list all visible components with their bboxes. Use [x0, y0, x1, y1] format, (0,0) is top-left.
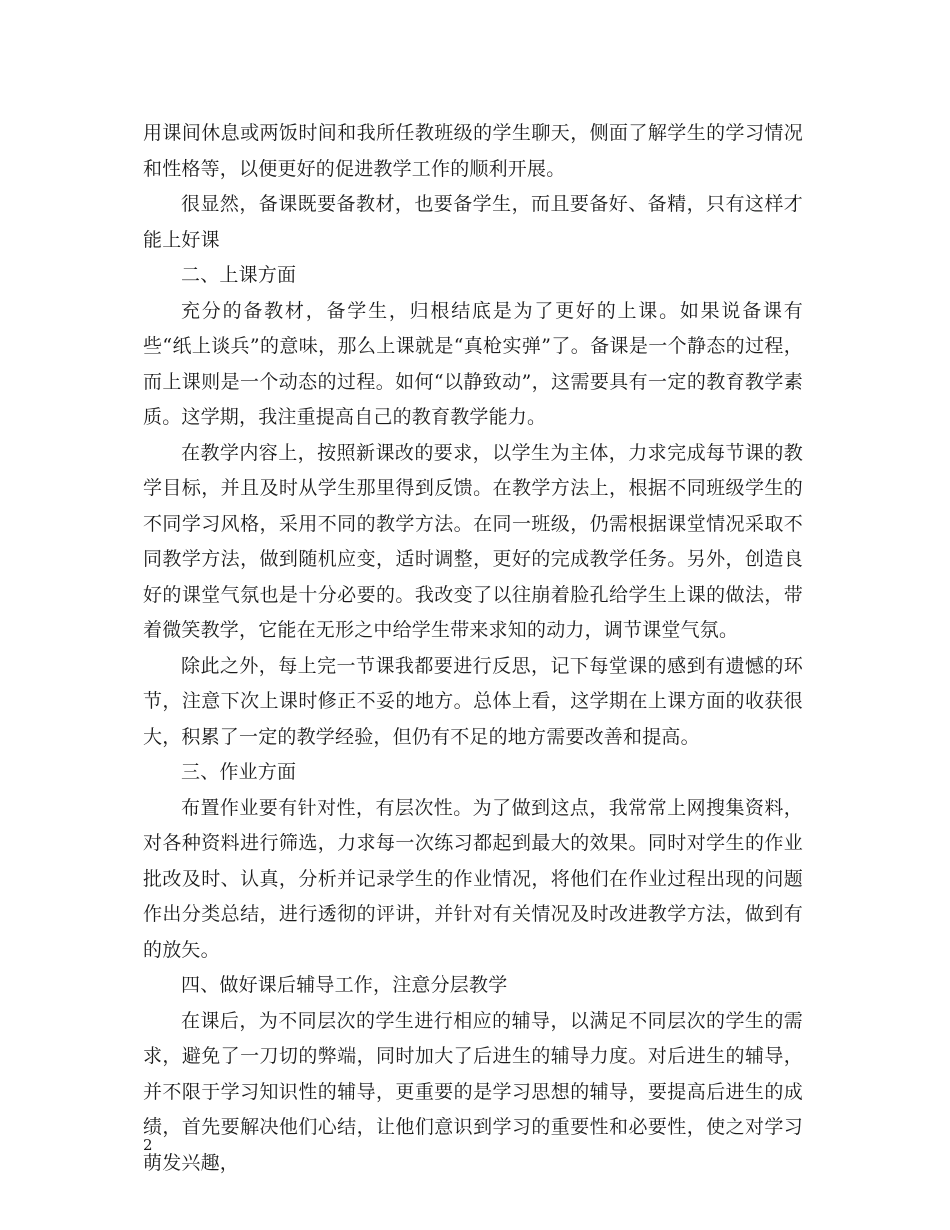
paragraph-6: 布置作业要有针对性，有层次性。为了做到这点，我常常上网搜集资料，对各种资料进行筛选，力求每一次练习都起到最大的效果。同时对学生的作业批改及时、认真，分析并记录学生的作业情况，将他们在作业过程出现的问题作出分类总结，进行透彻的评讲，并针对有关情况及时改进教学方法，做到有的放矢。	[143, 796, 803, 961]
paragraph-2: 很显然，备课既要备教材，也要备学生，而且要备好、备精，只有这样才能上好课	[143, 193, 803, 251]
paragraph-1: 用课间休息或两饭时间和我所任教班级的学生聊天，侧面了解学生的学习情况和性格等，以便更好的促进教学工作的顺利开展。	[143, 122, 803, 180]
page-number: 2	[143, 1136, 153, 1154]
section-heading-tutoring: 四、做好课后辅导工作，注意分层教学	[181, 974, 508, 996]
document-body	[143, 116, 803, 1181]
paragraph-5: 除此之外，每上完一节课我都要进行反思，记下每堂课的感到有遗憾的环节，注意下次上课时修正不妥的地方。总体上看，这学期在上课方面的收获很大，积累了一定的教学经验，但仍有不足的地方需要改善和提高。	[143, 654, 803, 748]
paragraph-7: 在课后，为不同层次的学生进行相应的辅导，以满足不同层次的学生的需求，避免了一刀切的弊端，同时加大了后进生的辅导力度。对后进生的辅导，并不限于学习知识性的辅导，更重要的是学习思想的辅导，要提高后进生的成绩，首先要解决他们心结，让他们意识到学习的重要性和必要性，使之对学习萌发兴趣，	[143, 1009, 803, 1174]
paragraph-3: 充分的备教材，备学生，归根结底是为了更好的上课。如果说备课有些“纸上谈兵”的意味，那么上课就是“真枪实弹”了。备课是一个静态的过程，而上课则是一个动态的过程。如何“以静致动”，这需要具有一定的教育教学素质。这学期，我注重提高自己的教育教学能力。	[143, 299, 803, 428]
paragraph-4: 在教学内容上，按照新课改的要求，以学生为主体，力求完成每节课的教学目标，并且及时从学生那里得到反馈。在教学方法上，根据不同班级学生的不同学习风格，采用不同的教学方法。在同一班级，仍需根据课堂情况采取不同教学方法，做到随机应变，适时调整，更好的完成教学任务。另外，创造良好的课堂气氛也是十分必要的。我改变了以往崩着脸孔给学生上课的做法，带着微笑教学，它能在无形之中给学生带来求知的动力，调节课堂气氛。	[143, 441, 803, 641]
section-heading-homework: 三、作业方面	[181, 761, 297, 783]
section-heading-classes: 二、上课方面	[181, 264, 297, 286]
